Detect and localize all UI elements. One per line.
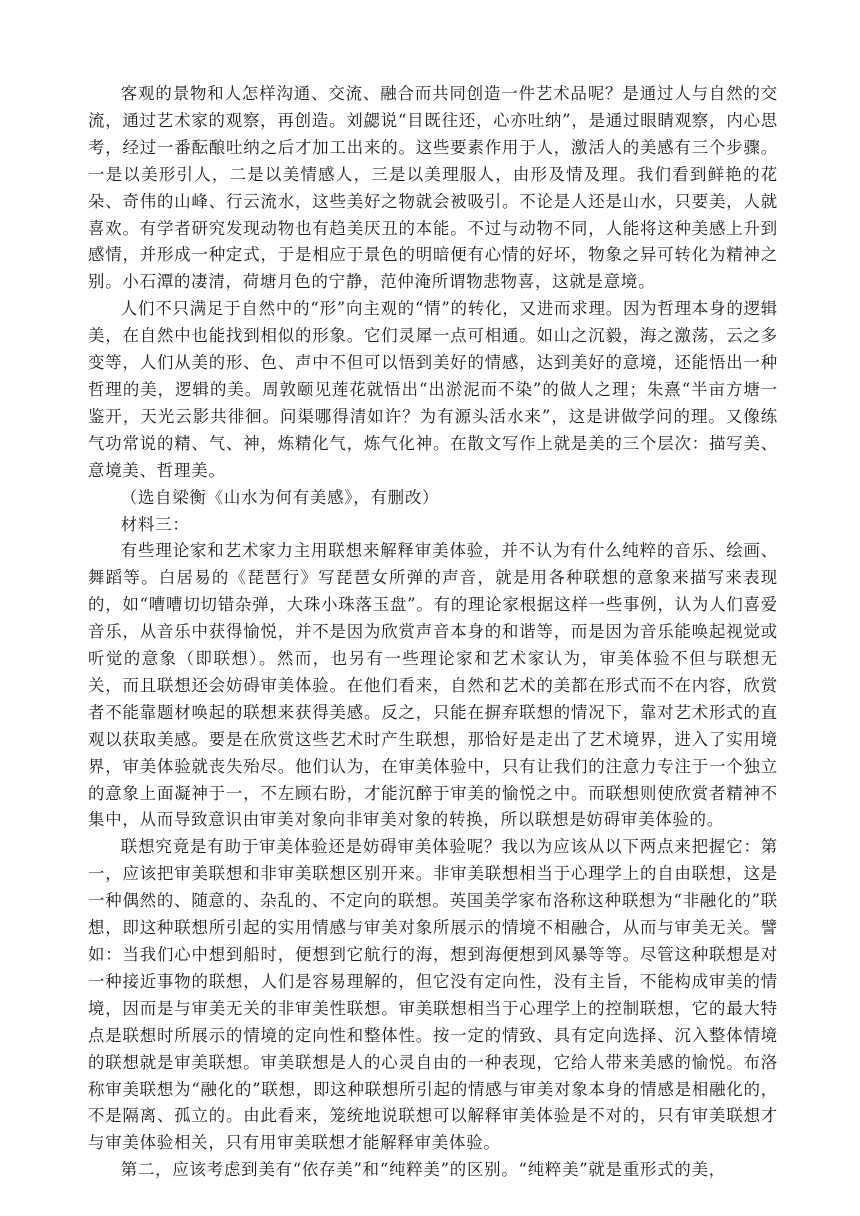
paragraph: 联想究竟是有助于审美体验还是妨碍审美体验呢？我以为应该从以下两点来把握它：第一，应该把审美联想和非审美联想区别开来。非审美联想相当于心理学上的自由联想，这是一种偶然的、随意的、杂乱的、不定向的联想。英国美学家布洛称这种联想为“非融化的”联想，即这种联想所引起的实用情感与审美对象所展示的情境不相融合，从而与审美无关。譬如：当我们心中想到船时，便想到它航行的海，想到海便想到风暴等等。尽管这种联想是对一种接近事物的联想，人们是容易理解的，但它没有定向性，没有主旨，不能构成审美的情境，因而是与审美无关的非审美性联想。审美联想相当于心理学上的控制联想，它的最大特点是联想时所展示的情境的定向性和整体性。按一定的情致、具有定向选择、沉入整体情境的联想就是审美联想。审美联想是人的心灵自由的一种表现，它给人带来美感的愉悦。布洛称审美联想为“融化的”联想，即这种联想所引起的情感与审美对象本身的情感是相融化的，不是隔离、孤立的。由此看来，笼统地说联想可以解释审美体验是不对的，只有审美联想才与审美体验相关，只有用审美联想才能解释审美体验。 bbox=[88, 837, 778, 1153]
paragraph: 第二，应该考虑到美有“依存美”和“纯粹美”的区别。“纯粹美”就是重形式的美， bbox=[120, 1160, 726, 1180]
paragraph: 人们不只满足于自然中的“形”向主观的“情”的转化，又进而求理。因为哲理本身的逻辑美，在自然中也能找到相似的形象。它们灵犀一点可相通。如山之沉毅，海之激荡，云之多变等，人们从美的形、色、声中不但可以悟到美好的情感，达到美好的意境，还能悟出一种哲理的美，逻辑的美。周敦颐见莲花就悟出“出淤泥而不染”的做人之理；朱熹“半亩方塘一鉴开，天光云影共徘徊。问渠哪得清如许？为有源头活水来”，这是讲做学问的理。又像练气功常说的精、气、神，炼精化气，炼气化神。在散文写作上就是美的三个层次：描写美、意境美、哲理美。 bbox=[88, 299, 778, 480]
article-text bbox=[88, 81, 778, 1184]
section-label: 材料三： bbox=[120, 514, 190, 534]
source-citation: （选自梁衡《山水为何有美感》，有删改） bbox=[120, 487, 440, 507]
paragraph: 有些理论家和艺术家力主用联想来解释审美体验，并不认为有什么纯粹的音乐、绘画、舞蹈等。白居易的《琵琶行》写琵琶女所弹的声音，就是用各种联想的意象来描写来表现的，如“嘈嘈切切错杂弹，大珠小珠落玉盘”。有的理论家根据这样一些事例，认为人们喜爱音乐，从音乐中获得愉悦，并不是因为欣赏声音本身的和谐等，而是因为音乐能唤起视觉或听觉的意象（即联想）。然而，也另有一些理论家和艺术家认为，审美体验不但与联想无关，而且联想还会妨碍审美体验。在他们看来，自然和艺术的美都在形式而不在内容，欣赏者不能靠题材唤起的联想来获得美感。反之，只能在摒弃联想的情况下，靠对艺术形式的直观以获取美感。要是在欣赏这些艺术时产生联想，那恰好是走出了艺术境界，进入了实用境界，审美体验就丧失殆尽。他们认为，在审美体验中，只有让我们的注意力专注于一个独立的意象上面凝神于一，不左顾右盼，才能沉醉于审美的愉悦之中。而联想则使欣赏者精神不集中，从而导致意识由审美对象向非审美对象的转换，所以联想是妨碍审美体验的。 bbox=[88, 541, 778, 830]
paragraph: 客观的景物和人怎样沟通、交流、融合而共同创造一件艺术品呢？是通过人与自然的交流，通过艺术家的观察，再创造。刘勰说“目既往还，心亦吐纳”，是通过眼睛观察，内心思考，经过一番酝酿吐纳之后才加工出来的。这些要素作用于人，激活人的美感有三个步骤。一是以美形引人，二是以美情感人，三是以美理服人，由形及情及理。我们看到鲜艳的花朵、奇伟的山峰、行云流水，这些美好之物就会被吸引。不论是人还是山水，只要美，人就喜欢。有学者研究发现动物也有趋美厌丑的本能。不过与动物不同，人能将这种美感上升到感情，并形成一种定式，于是相应于景色的明暗便有心情的好坏，物象之异可转化为精神之别。小石潭的凄清，荷塘月色的宁静，范仲淹所谓物悲物喜，这就是意境。 bbox=[88, 84, 778, 292]
